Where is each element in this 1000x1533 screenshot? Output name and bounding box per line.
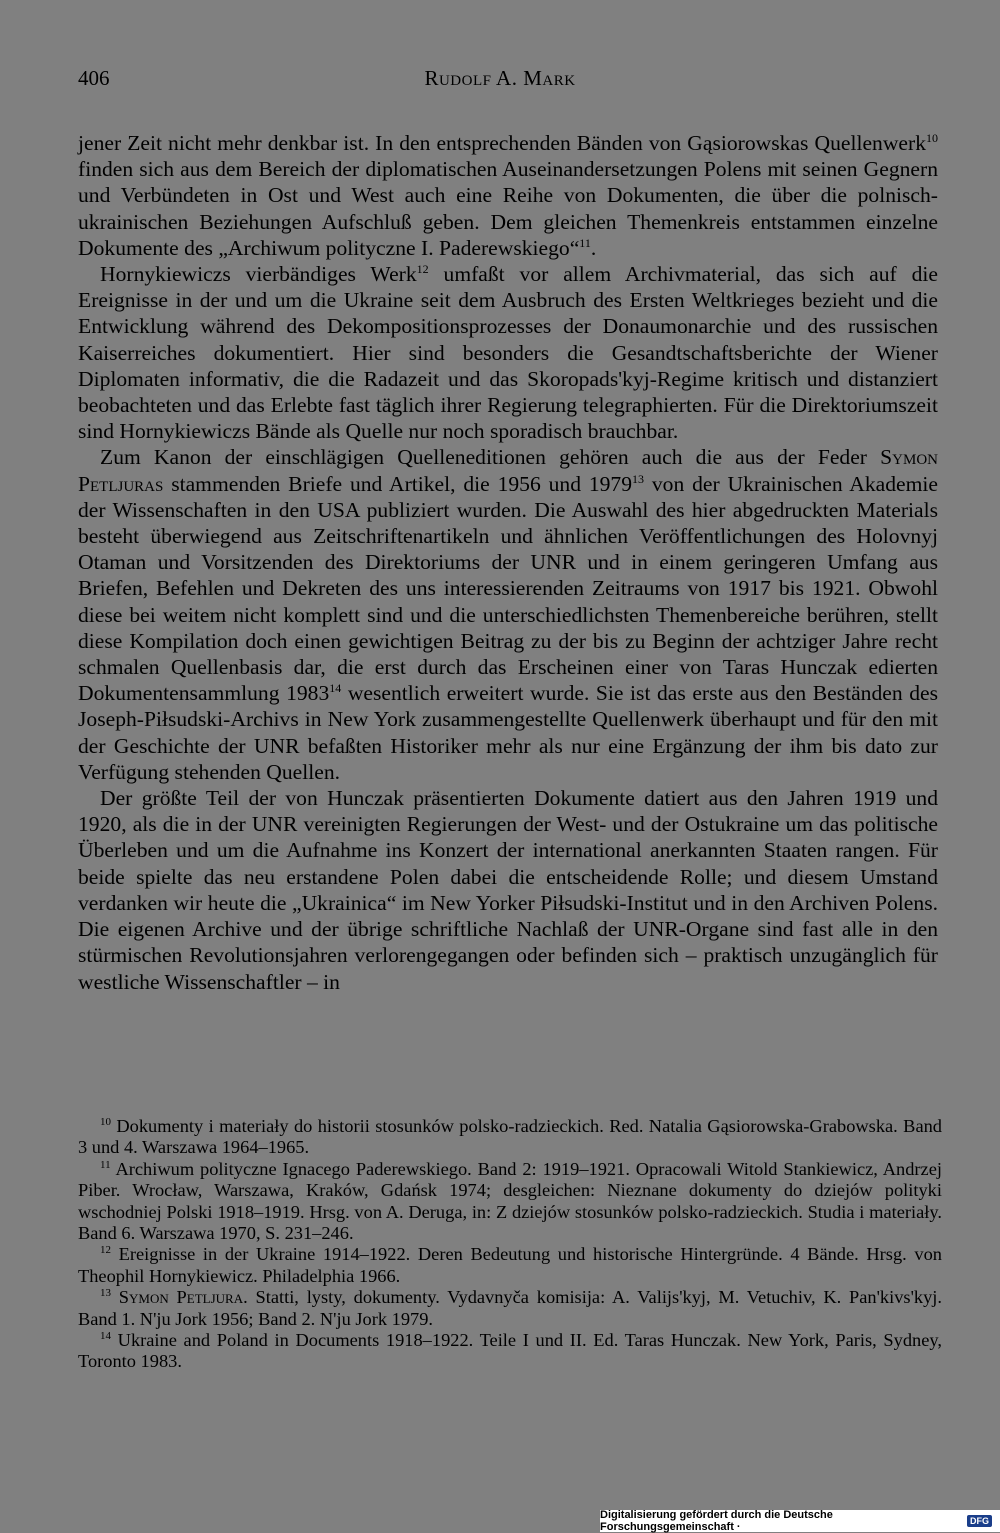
paragraph-1: jener Zeit nicht mehr denkbar ist. In den entsprechenden Bänden von Gąsiorowskas Quellenwerk$^{10}$ finden sich aus dem Bereich der diplomatischen Auseinandersetzungen Polens mit seinen Gegnern und Verbündeten in Ost und West auch eine Reihe von Dokumenten, die über die polnisch-ukrainischen Beziehungen Aufschluß geben. Dem gleichen Themenkreis entstammen einzelne Dokumente des „Archiwum polityczne I. Paderewskiego“$^{11}$. (78, 130, 938, 260)
footnote-ref-13[interactable]: 13 (632, 471, 645, 486)
footnote-11: $^{11}$ Archiwum polityczne Ignacego Paderewskiego. Band 2: 1919–1921. Opracowali Witold Stankiewicz, Andrzej Piber. Wrocław, Warszawa, Kraków, Gdańsk 1974; desgleichen: Nieznane dokumenty do dziejów polityki wschodniej Polski 1918–1919. Hrsg. von A. Deruga, in: Z dziejów stosunków polsko-radzieckich. Studia i materiały. Band 6. Warszawa 1970, S. 231–246. (78, 1158, 942, 1244)
footnote-ref-14[interactable]: 14 (329, 681, 342, 696)
footnote-13: $^{13}$ Symon Petljura. Statti, lysty, dokumenty. Vydavnyča komisija: A. Valijs'kyj, M. Vetuchiv, K. Pan'kivs'kyj. Band 1. N'ju Jork 1956; Band 2. N'ju Jork 1979. (78, 1287, 942, 1329)
digitization-footer (600, 1510, 1000, 1532)
footnote-10: $^{10}$ Dokumenty i materiały do historii stosunków polsko-radzieckich. Red. Natalia Gąsiorowska-Grabowska. Band 3 und 4. Warszawa 1964–1965. (78, 1115, 942, 1158)
footnote-ref-10[interactable]: 10 (926, 130, 938, 145)
footnote-14: $^{14}$ Ukraine and Poland in Documents 1918–1922. Teile I und II. Ed. Taras Hunczak. New York, Paris, Sydney, Toronto 1983. (78, 1329, 942, 1372)
paragraph-4: Der größte Teil der von Hunczak präsentierten Dokumente datiert aus den Jahren 1919 und 1920, als die in der UNR vereinigten Regierungen der West- und der Ostukraine um das politische Überleben und um die Aufnahme ins Konzert der international anerkannten Staaten rangen. Für beide spielte das neu erstandene Polen dabei die entscheidende Rolle; und diesem Umstand verdanken wir heute die „Ukrainica“ im New Yorker Piłsudski-Institut und in den Archiven Polens. Die eigenen Archive und der übrige schriftliche Nachlaß der UNR-Organe sind fast alle in den stürmischen Revolutionsjahren verlorengegangen oder befinden sich – praktisch unzugänglich für westliche Wissenschaftler – in (78, 786, 938, 994)
footer-credit: Digitalisierung gefördert durch die Deutsche Forschungsgemeinschaft · (600, 1509, 833, 1533)
paragraph-2: Hornykiewiczs vierbändiges Werk$^{12}$ umfaßt vor allem Archivmaterial, das sich auf die Ereignisse in der und um die Ukraine seit dem Ausbruch des Ersten Weltkrieges bezieht und die Entwicklung während des Dekompositionsprozesses der Donaumonarchie und des russischen Kaiserreiches dokumentiert. Hier sind besonders die Gesandtschaftsberichte der Wiener Diplomaten informativ, die die Radazeit und das Skoropads'kyj-Regime kritisch und distanziert beobachteten und das Erlebte fast täglich ihrer Regierung telegraphierten. Für die Direktoriumszeit sind Hornykiewiczs Bände als Quelle nur noch sporadisch brauchbar. (78, 261, 938, 444)
main-text (78, 130, 938, 995)
footnote-ref-12[interactable]: 12 (416, 261, 429, 276)
footnotes (78, 1116, 942, 1373)
dfg-logo-icon: DFG (967, 1515, 992, 1527)
footnote-12: $^{12}$ Ereignisse in der Ukraine 1914–1922. Deren Bedeutung und historische Hintergründe. 4 Bände. Hrsg. von Theophil Hornykiewicz. Philadelphia 1966. (78, 1244, 942, 1286)
running-head: Rudolf A. Mark (424, 66, 576, 90)
page-number: 406 (78, 66, 110, 90)
footnote-ref-11[interactable]: 11 (579, 235, 591, 250)
paragraph-3: Zum Kanon der einschlägigen Quelleneditionen gehören auch die aus der Feder Symon Petljuras stammenden Briefe und Artikel, die 1956 und 1979$^{13}$ von der Ukrainischen Akademie der Wissenschaften in den USA publiziert wurden. Die Auswahl des hier abgedruckten Materials besteht überwiegend aus Zeitschriftenartikeln und ähnlichen Veröffentlichungen des Holovnyj Otaman und Vorsitzenden des Direktoriums der UNR und in einem geringeren Umfang aus Briefen, Befehlen und Dekreten des uns interessierenden Zeitraums von 1917 bis 1921. Obwohl diese bei weitem nicht komplett sind und die unterschiedlichsten Themenbereiche berühren, stellt diese Kompilation doch einen gewichtigen Beitrag zu der bis zu Beginn der achtziger Jahre recht schmalen Quellenbasis dar, die erst durch das Erscheinen einer von Taras Hunczak edierten Dokumentensammlung 1983$^{14}$ wesentlich erweitert wurde. Sie ist das erste aus den Beständen des Joseph-Piłsudski-Archivs in New York zusammengestellte Quellenwerk überhaupt und für den mit der Geschichte der UNR befaßten Historiker mehr als nur eine Ergänzung der ihm bis dato zur Verfügung stehenden Quellen. (78, 445, 938, 784)
